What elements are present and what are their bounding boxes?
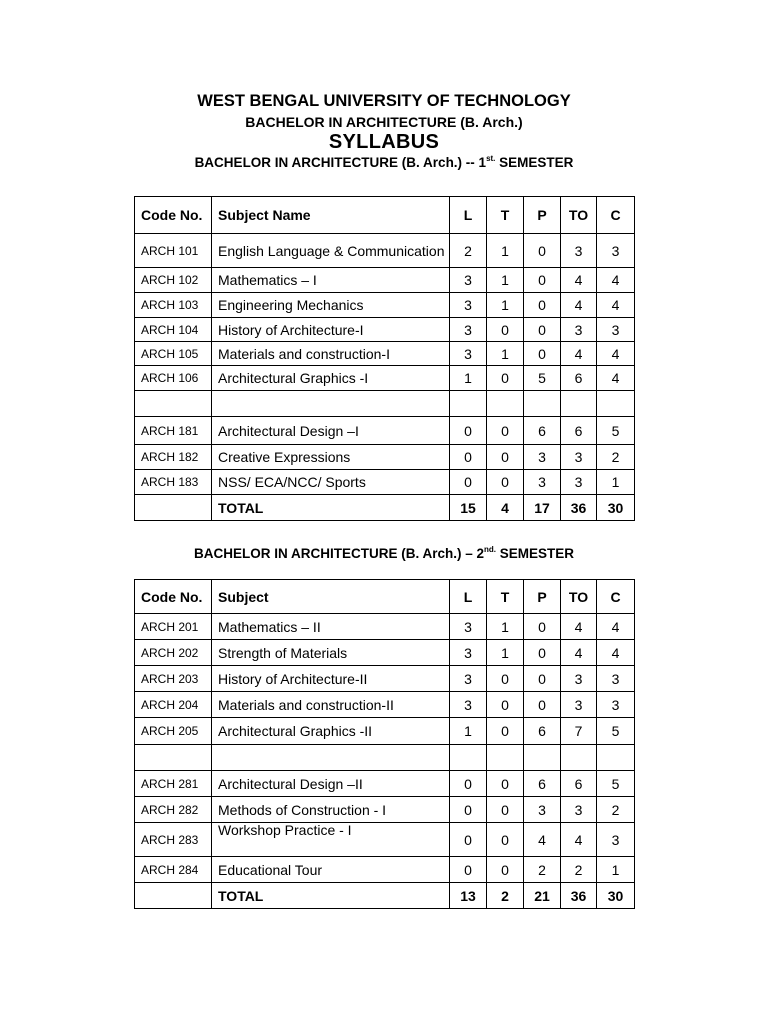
credit-cell: 0 bbox=[487, 417, 524, 445]
credit-cell bbox=[524, 391, 561, 417]
credit-cell: 21 bbox=[524, 883, 561, 909]
credit-cell: 6 bbox=[524, 718, 561, 745]
subject-cell: Strength of Materials bbox=[212, 640, 450, 666]
subject-cell: Architectural Design –II bbox=[212, 771, 450, 797]
credit-cell: 4 bbox=[561, 614, 597, 640]
credit-cell: 0 bbox=[524, 640, 561, 666]
credit-cell: 0 bbox=[487, 470, 524, 495]
subject-cell: Methods of Construction - I bbox=[212, 797, 450, 823]
credit-cell: 0 bbox=[524, 614, 561, 640]
credit-cell: 3 bbox=[597, 234, 635, 268]
credit-cell: 2 bbox=[450, 234, 487, 268]
subject-cell bbox=[212, 745, 450, 771]
credit-cell: 3 bbox=[561, 470, 597, 495]
university-title: WEST BENGAL UNIVERSITY OF TECHNOLOGY bbox=[197, 92, 571, 110]
credit-cell: 4 bbox=[561, 268, 597, 293]
credit-cell: 3 bbox=[450, 268, 487, 293]
credit-cell: C bbox=[597, 580, 635, 614]
table-row bbox=[135, 718, 635, 745]
code-cell: ARCH 105 bbox=[135, 342, 212, 366]
code-cell: ARCH 101 bbox=[135, 234, 212, 268]
credit-cell: 4 bbox=[561, 823, 597, 857]
subject-cell: Educational Tour bbox=[212, 857, 450, 883]
credit-cell: 1 bbox=[450, 366, 487, 391]
subject-cell: Architectural Graphics -II bbox=[212, 718, 450, 745]
subject-cell: TOTAL bbox=[212, 495, 450, 521]
table-row bbox=[135, 745, 635, 771]
code-cell: Code No. bbox=[135, 580, 212, 614]
table-row bbox=[135, 640, 635, 666]
credit-cell: L bbox=[450, 580, 487, 614]
credit-cell: 0 bbox=[487, 366, 524, 391]
table-row bbox=[135, 234, 635, 268]
subject-cell: Subject bbox=[212, 580, 450, 614]
credit-cell: 0 bbox=[524, 268, 561, 293]
table-row bbox=[135, 366, 635, 391]
credit-cell: 2 bbox=[561, 857, 597, 883]
subject-cell: Creative Expressions bbox=[212, 445, 450, 470]
credit-cell: 0 bbox=[450, 771, 487, 797]
table-row bbox=[135, 666, 635, 692]
credit-cell: 0 bbox=[487, 823, 524, 857]
credit-cell: 3 bbox=[597, 666, 635, 692]
code-cell bbox=[135, 495, 212, 521]
credit-cell: 0 bbox=[524, 293, 561, 318]
code-cell bbox=[135, 745, 212, 771]
table-row bbox=[135, 470, 635, 495]
credit-cell: 13 bbox=[450, 883, 487, 909]
credit-cell: 0 bbox=[487, 771, 524, 797]
semester-2-table bbox=[134, 579, 635, 909]
total-row bbox=[135, 495, 635, 521]
code-cell: ARCH 204 bbox=[135, 692, 212, 718]
credit-cell: 3 bbox=[597, 692, 635, 718]
credit-cell: 1 bbox=[487, 614, 524, 640]
code-cell: ARCH 205 bbox=[135, 718, 212, 745]
credit-cell: 4 bbox=[597, 640, 635, 666]
subject-cell: Engineering Mechanics bbox=[212, 293, 450, 318]
credit-cell bbox=[487, 745, 524, 771]
credit-cell bbox=[561, 391, 597, 417]
credit-cell: 2 bbox=[597, 445, 635, 470]
semester-1-table bbox=[134, 196, 635, 521]
credit-cell: 3 bbox=[561, 666, 597, 692]
credit-cell: 4 bbox=[561, 342, 597, 366]
credit-cell: 5 bbox=[597, 771, 635, 797]
credit-cell: 6 bbox=[561, 771, 597, 797]
credit-cell: C bbox=[597, 197, 635, 234]
table-row bbox=[135, 857, 635, 883]
credit-cell: 4 bbox=[487, 495, 524, 521]
code-cell: ARCH 102 bbox=[135, 268, 212, 293]
credit-cell: 5 bbox=[597, 417, 635, 445]
credit-cell bbox=[524, 745, 561, 771]
table-row bbox=[135, 692, 635, 718]
credit-cell: 2 bbox=[597, 797, 635, 823]
credit-cell bbox=[561, 745, 597, 771]
semester-1-title: BACHELOR IN ARCHITECTURE (B. Arch.) -- $1^{st.}$ SEMESTER bbox=[194, 154, 574, 170]
table-row bbox=[135, 391, 635, 417]
credit-cell: 1 bbox=[487, 293, 524, 318]
table-row bbox=[135, 797, 635, 823]
table-row bbox=[135, 771, 635, 797]
credit-cell: 0 bbox=[487, 797, 524, 823]
code-cell: ARCH 283 bbox=[135, 823, 212, 857]
credit-cell: 0 bbox=[524, 692, 561, 718]
credit-cell: 3 bbox=[524, 445, 561, 470]
credit-cell: 3 bbox=[450, 318, 487, 342]
credit-cell: 0 bbox=[524, 666, 561, 692]
credit-cell: 3 bbox=[450, 692, 487, 718]
credit-cell: 6 bbox=[561, 417, 597, 445]
credit-cell: 0 bbox=[487, 666, 524, 692]
credit-cell: T bbox=[487, 197, 524, 234]
credit-cell: 3 bbox=[597, 823, 635, 857]
credit-cell: 0 bbox=[487, 318, 524, 342]
credit-cell: 3 bbox=[561, 318, 597, 342]
credit-cell: TO bbox=[561, 580, 597, 614]
credit-cell: P bbox=[524, 580, 561, 614]
code-cell: ARCH 103 bbox=[135, 293, 212, 318]
credit-cell: 1 bbox=[487, 234, 524, 268]
credit-cell: 0 bbox=[450, 470, 487, 495]
credit-cell: 7 bbox=[561, 718, 597, 745]
subject-cell: Materials and construction-II bbox=[212, 692, 450, 718]
credit-cell: P bbox=[524, 197, 561, 234]
program-subtitle: BACHELOR IN ARCHITECTURE (B. Arch.) bbox=[245, 114, 523, 130]
credit-cell: 4 bbox=[561, 293, 597, 318]
credit-cell: 3 bbox=[450, 293, 487, 318]
credit-cell: 1 bbox=[597, 470, 635, 495]
table-row bbox=[135, 823, 635, 857]
credit-cell: 3 bbox=[450, 640, 487, 666]
subject-cell: NSS/ ECA/NCC/ Sports bbox=[212, 470, 450, 495]
credit-cell: 4 bbox=[597, 614, 635, 640]
credit-cell bbox=[597, 745, 635, 771]
code-cell: ARCH 282 bbox=[135, 797, 212, 823]
credit-cell: 17 bbox=[524, 495, 561, 521]
code-cell bbox=[135, 883, 212, 909]
code-cell bbox=[135, 391, 212, 417]
subject-cell: TOTAL bbox=[212, 883, 450, 909]
credit-cell: 1 bbox=[487, 268, 524, 293]
credit-cell: 0 bbox=[524, 342, 561, 366]
credit-cell: 2 bbox=[524, 857, 561, 883]
subject-cell: History of Architecture-II bbox=[212, 666, 450, 692]
credit-cell: 0 bbox=[450, 417, 487, 445]
table-row bbox=[135, 342, 635, 366]
credit-cell: 6 bbox=[561, 366, 597, 391]
credit-cell: 3 bbox=[524, 470, 561, 495]
header-row bbox=[135, 580, 635, 614]
credit-cell: 3 bbox=[561, 234, 597, 268]
credit-cell: 30 bbox=[597, 495, 635, 521]
credit-cell bbox=[487, 391, 524, 417]
credit-cell: 36 bbox=[561, 495, 597, 521]
credit-cell: TO bbox=[561, 197, 597, 234]
semester-2-title: BACHELOR IN ARCHITECTURE (B. Arch.) – $2^{nd.}$ SEMESTER bbox=[193, 545, 575, 561]
code-cell: ARCH 183 bbox=[135, 470, 212, 495]
credit-cell: 36 bbox=[561, 883, 597, 909]
credit-cell bbox=[450, 745, 487, 771]
credit-cell: 0 bbox=[487, 718, 524, 745]
credit-cell: 4 bbox=[597, 366, 635, 391]
credit-cell: 5 bbox=[597, 718, 635, 745]
table-row bbox=[135, 417, 635, 445]
subject-cell: History of Architecture-I bbox=[212, 318, 450, 342]
table-row bbox=[135, 318, 635, 342]
credit-cell: 4 bbox=[597, 293, 635, 318]
code-cell: ARCH 281 bbox=[135, 771, 212, 797]
code-cell: ARCH 202 bbox=[135, 640, 212, 666]
code-cell: ARCH 182 bbox=[135, 445, 212, 470]
subject-cell: Architectural Graphics -I bbox=[212, 366, 450, 391]
credit-cell: 4 bbox=[597, 342, 635, 366]
credit-cell: 0 bbox=[450, 823, 487, 857]
credit-cell: 1 bbox=[450, 718, 487, 745]
code-cell: ARCH 203 bbox=[135, 666, 212, 692]
code-cell: ARCH 106 bbox=[135, 366, 212, 391]
credit-cell: 0 bbox=[487, 692, 524, 718]
credit-cell: 3 bbox=[450, 342, 487, 366]
code-cell: ARCH 104 bbox=[135, 318, 212, 342]
credit-cell: 0 bbox=[450, 857, 487, 883]
credit-cell: 0 bbox=[450, 445, 487, 470]
credit-cell: 0 bbox=[524, 234, 561, 268]
credit-cell bbox=[597, 391, 635, 417]
credit-cell: 1 bbox=[487, 640, 524, 666]
credit-cell: 0 bbox=[524, 318, 561, 342]
credit-cell bbox=[450, 391, 487, 417]
subject-cell: Mathematics – II bbox=[212, 614, 450, 640]
subject-cell: Architectural Design –I bbox=[212, 417, 450, 445]
code-cell: Code No. bbox=[135, 197, 212, 234]
credit-cell: 3 bbox=[450, 666, 487, 692]
subject-cell: Mathematics – I bbox=[212, 268, 450, 293]
credit-cell: 6 bbox=[524, 771, 561, 797]
subject-cell: Workshop Practice - I bbox=[212, 823, 450, 857]
table-row bbox=[135, 445, 635, 470]
credit-cell: 30 bbox=[597, 883, 635, 909]
header-row bbox=[135, 197, 635, 234]
credit-cell: 15 bbox=[450, 495, 487, 521]
code-cell: ARCH 284 bbox=[135, 857, 212, 883]
credit-cell: 0 bbox=[487, 445, 524, 470]
total-row bbox=[135, 883, 635, 909]
code-cell: ARCH 181 bbox=[135, 417, 212, 445]
syllabus-heading: SYLLABUS bbox=[328, 131, 440, 153]
credit-cell: 3 bbox=[524, 797, 561, 823]
credit-cell: T bbox=[487, 580, 524, 614]
table-row bbox=[135, 268, 635, 293]
subject-cell: Materials and construction-I bbox=[212, 342, 450, 366]
credit-cell: 3 bbox=[561, 797, 597, 823]
credit-cell: 3 bbox=[450, 614, 487, 640]
subject-cell bbox=[212, 391, 450, 417]
credit-cell: 6 bbox=[524, 417, 561, 445]
credit-cell: 2 bbox=[487, 883, 524, 909]
credit-cell: 4 bbox=[597, 268, 635, 293]
code-cell: ARCH 201 bbox=[135, 614, 212, 640]
credit-cell: L bbox=[450, 197, 487, 234]
credit-cell: 3 bbox=[597, 318, 635, 342]
credit-cell: 5 bbox=[524, 366, 561, 391]
credit-cell: 0 bbox=[487, 857, 524, 883]
credit-cell: 4 bbox=[561, 640, 597, 666]
subject-cell: English Language & Communication bbox=[212, 234, 450, 268]
table-row bbox=[135, 293, 635, 318]
credit-cell: 3 bbox=[561, 692, 597, 718]
credit-cell: 3 bbox=[561, 445, 597, 470]
credit-cell: 4 bbox=[524, 823, 561, 857]
credit-cell: 1 bbox=[487, 342, 524, 366]
credit-cell: 0 bbox=[450, 797, 487, 823]
credit-cell: 1 bbox=[597, 857, 635, 883]
subject-cell: Subject Name bbox=[212, 197, 450, 234]
table-row bbox=[135, 614, 635, 640]
